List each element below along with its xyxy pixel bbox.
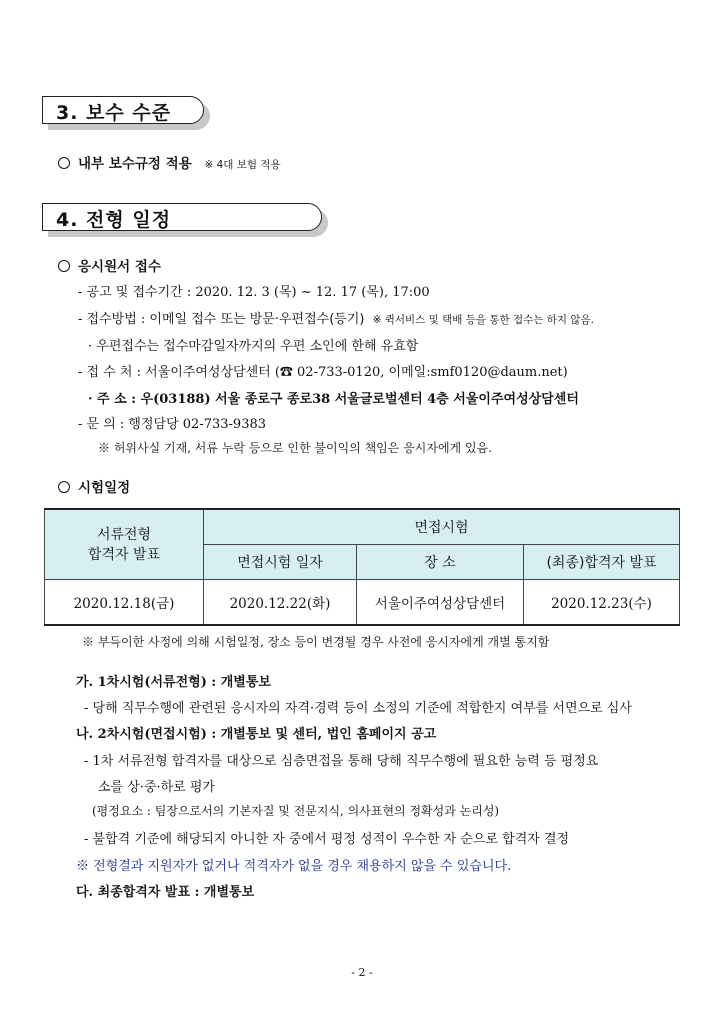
schedule-heading [58, 476, 130, 496]
step-na-title: 나. 2차시험(면접시험) : 개별통보 및 센터, 법인 홈페이지 공고 [76, 727, 437, 742]
step-na-fail: - 불합격 기준에 해당되지 아니한 자 중에서 평정 성적이 우수한 자 순으로 합격자 결정 [84, 832, 570, 847]
application-heading [58, 255, 161, 275]
step-ga-desc: - 당해 직무수행에 관련된 응시자의 자격·경력 등이 소정의 기준에 적합한지 여부를 서면으로 심사 [84, 701, 632, 716]
application-method [78, 308, 594, 327]
step-na-desc-2: 소를 상·중·하로 평가 [98, 780, 215, 795]
final-result-header: (최종)합격자 발표 [524, 545, 680, 580]
section-4-header [42, 203, 328, 233]
schedule-table [44, 508, 680, 626]
interview-header: 면접시험 [204, 509, 680, 545]
method-value: 이메일 접수 또는 방문·우편접수(등기) [149, 312, 365, 327]
circle-bullet-icon [58, 481, 70, 493]
document-result-date: 2020.12.18(금) [45, 580, 204, 626]
step-ga-title: 가. 1차시험(서류전형) : 개별통보 [76, 675, 271, 690]
table-row [45, 580, 680, 626]
method-label: - 접수방법 : [78, 312, 150, 327]
section-4-title: 4. 전형 일정 [56, 209, 172, 231]
application-heading-text: 응시원서 접수 [78, 259, 161, 275]
hiring-notice: ※ 전형결과 지원자가 없거나 적격자가 없을 경우 채용하지 않을 수 있습니다. [76, 859, 512, 874]
salary-item [58, 152, 281, 172]
application-period: - 공고 및 접수기간 : 2020. 12. 3 (목) ~ 12. 17 (목), 17:00 [78, 285, 430, 300]
application-inquiry: - 문 의 : 행정담당 02-733-9383 [78, 417, 267, 432]
postal-note: · 우편접수는 접수마감일자까지의 우편 소인에 한해 유효함 [88, 339, 419, 354]
circle-bullet-icon [58, 260, 70, 272]
section-3-header [42, 96, 212, 126]
schedule-change-note: ※ 부득이한 사정에 의해 시험일정, 장소 등이 변경될 경우 사전에 응시자에게 개별 통지함 [82, 635, 550, 649]
application-office: - 접 수 처 : 서울이주여성상담센터 (☎ 02-733-0120, 이메일:smf0120@daum.net) [78, 365, 568, 380]
salary-item-text: 내부 보수규정 적용 [78, 156, 192, 172]
insurance-note: ※ 4대 보험 적용 [204, 159, 281, 171]
interview-date: 2020.12.22(화) [204, 580, 357, 626]
method-note: ※ 퀵서비스 및 택배 등을 통한 접수는 하지 않음. [372, 314, 595, 326]
page-number: - 2 - [351, 966, 373, 979]
interview-place: 서울이주여성상담센터 [357, 580, 524, 626]
false-info-warning: ※ 허위사실 기재, 서류 누락 등으로 인한 불이익의 책임은 응시자에게 있음. [98, 441, 492, 455]
step-da-title: 다. 최종합격자 발표 : 개별통보 [76, 885, 255, 900]
final-result-date: 2020.12.23(수) [524, 580, 680, 626]
interview-place-header: 장 소 [357, 545, 524, 580]
circle-bullet-icon [58, 157, 70, 169]
application-address: · 주 소 : 우(03188) 서울 종로구 종로38 서울글로벌센터 4층 서울이주여성상담센터 [88, 392, 579, 407]
step-na-desc-1: - 1차 서류전형 합격자를 대상으로 심층면접을 통해 당해 직무수행에 필요한 능력 등 평정요 [84, 754, 599, 769]
section-3-title: 3. 보수 수준 [56, 102, 172, 124]
step-na-factors: (평정요소 : 팀장으로서의 기본자질 및 전문지식, 의사표현의 정확성과 논리성) [92, 804, 500, 818]
schedule-heading-text: 시험일정 [78, 480, 131, 496]
document-result-header: 서류전형 합격자 발표 [45, 509, 204, 580]
interview-date-header: 면접시험 일자 [204, 545, 357, 580]
